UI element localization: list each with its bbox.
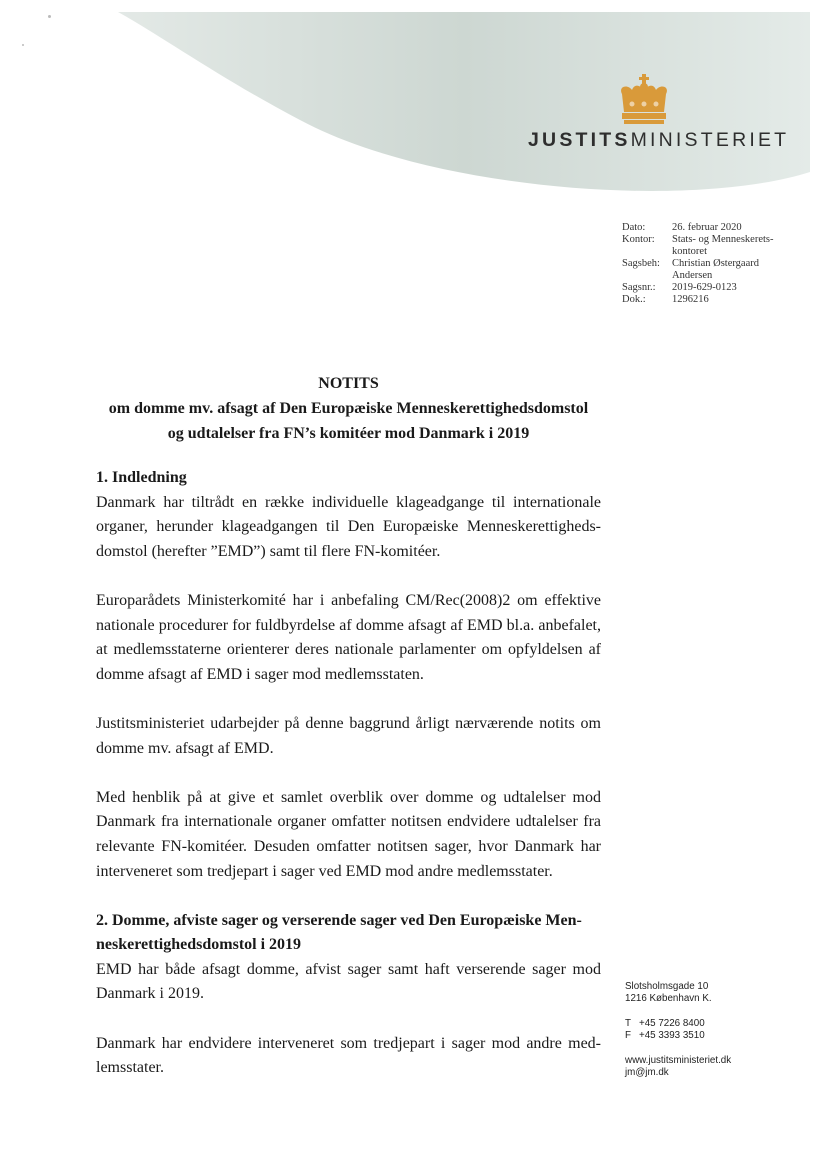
phone-block [625, 1018, 731, 1042]
address-line: Slotsholmsgade 10 [625, 981, 709, 992]
section-heading-introduction: 1. Indledning [96, 469, 187, 486]
phone-line [625, 1018, 731, 1030]
paragraph: Med henblik på at give et samlet overblik over domme og udtalelser mod Danmark fra internationale organer omfatter notitsen endvidere udtalelser fra relevante FN-komitéer. Desuden omfatter notitsen sager, hvor Danmark har interveneret som tredjepart i sager ved EMD mod andre medlemsstater. [96, 788, 601, 880]
meta-row-date [622, 222, 796, 234]
phone-number: +45 7226 8400 [639, 1018, 705, 1029]
title-subtitle-line2: og udtalelser fra FN’s komitéer mod Danmark i 2019 [167, 425, 530, 442]
address-line: 1216 København K. [625, 993, 712, 1004]
meta-label: Kontor: [622, 234, 655, 245]
meta-row-handler [622, 258, 796, 282]
contact-footer [625, 981, 731, 1092]
meta-row-case-number [622, 282, 796, 294]
meta-label: Dok.: [622, 294, 646, 305]
document-body [96, 466, 601, 1081]
fax-label: F [625, 1030, 631, 1041]
section-heading-judgments: 2. Domme, afviste sager og verserende sager ved Den Europæiske Menneskerettighedsdomstol i 2019 [96, 911, 582, 954]
meta-value: Christian Østergaard Andersen [672, 258, 759, 281]
ministry-name [528, 129, 808, 152]
meta-label: Sagsbeh: [622, 258, 660, 269]
scan-speck [48, 15, 51, 18]
meta-value: 26. februar 2020 [672, 222, 742, 233]
ministry-name-part1: JUSTITS [528, 129, 631, 151]
web-block [625, 1055, 731, 1079]
title-main: NOTITS [318, 375, 379, 392]
title-subtitle-line1: om domme mv. afsagt af Den Europæiske Menneskerettighedsdomstol [108, 400, 589, 417]
email-link[interactable]: jm@jm.dk [625, 1067, 669, 1078]
meta-row-document [622, 294, 796, 306]
document-metadata [622, 222, 796, 306]
address-block [625, 981, 731, 1005]
paragraph: Danmark har tiltrådt en række individuelle klageadgange til internationale organer, herunder klageadgangen til Den Europæiske Menneskerettighedsdomstol (herefter ”EMD”) samt til flere FN-komitéer. [96, 493, 601, 560]
paragraph: EMD har både afsagt domme, afvist sager samt haft verserende sager mod Danmark i 2019. [96, 960, 601, 1003]
fax-number: +45 3393 3510 [639, 1030, 705, 1041]
ministry-name-part2: MINISTERIET [630, 129, 790, 151]
phone-label: T [625, 1018, 631, 1029]
crown-logo-icon [614, 74, 674, 126]
meta-value: 2019-629-0123 [672, 282, 737, 293]
meta-value: 1296216 [672, 294, 709, 305]
meta-row-office [622, 234, 796, 258]
meta-value: Stats- og Menneskerets-kontoret [672, 234, 774, 257]
paragraph: Danmark har endvidere interveneret som tredjepart i sager mod andre medlemsstater. [96, 1034, 601, 1077]
fax-line [625, 1030, 731, 1042]
paragraph: Justitsministeriet udarbejder på denne baggrund årligt nærværende notits om domme mv. afsagt af EMD. [96, 714, 601, 757]
header-band [0, 0, 828, 200]
paragraph: Europarådets Ministerkomité har i anbefaling CM/Rec(2008)2 om effektive nationale procedurer for fuldbyrdelse af domme afsagt af EMD bl.a. anbefalet, at medlemsstaterne orienterer deres nationale parlamenter om opfyldelsen af domme afsagt af EMD i sager mod medlemsstaten. [96, 591, 601, 683]
document-title [96, 371, 601, 446]
website-link[interactable]: www.justitsministeriet.dk [625, 1055, 732, 1066]
meta-label: Dato: [622, 222, 646, 233]
meta-label: Sagsnr.: [622, 282, 656, 293]
scan-speck [22, 44, 24, 46]
